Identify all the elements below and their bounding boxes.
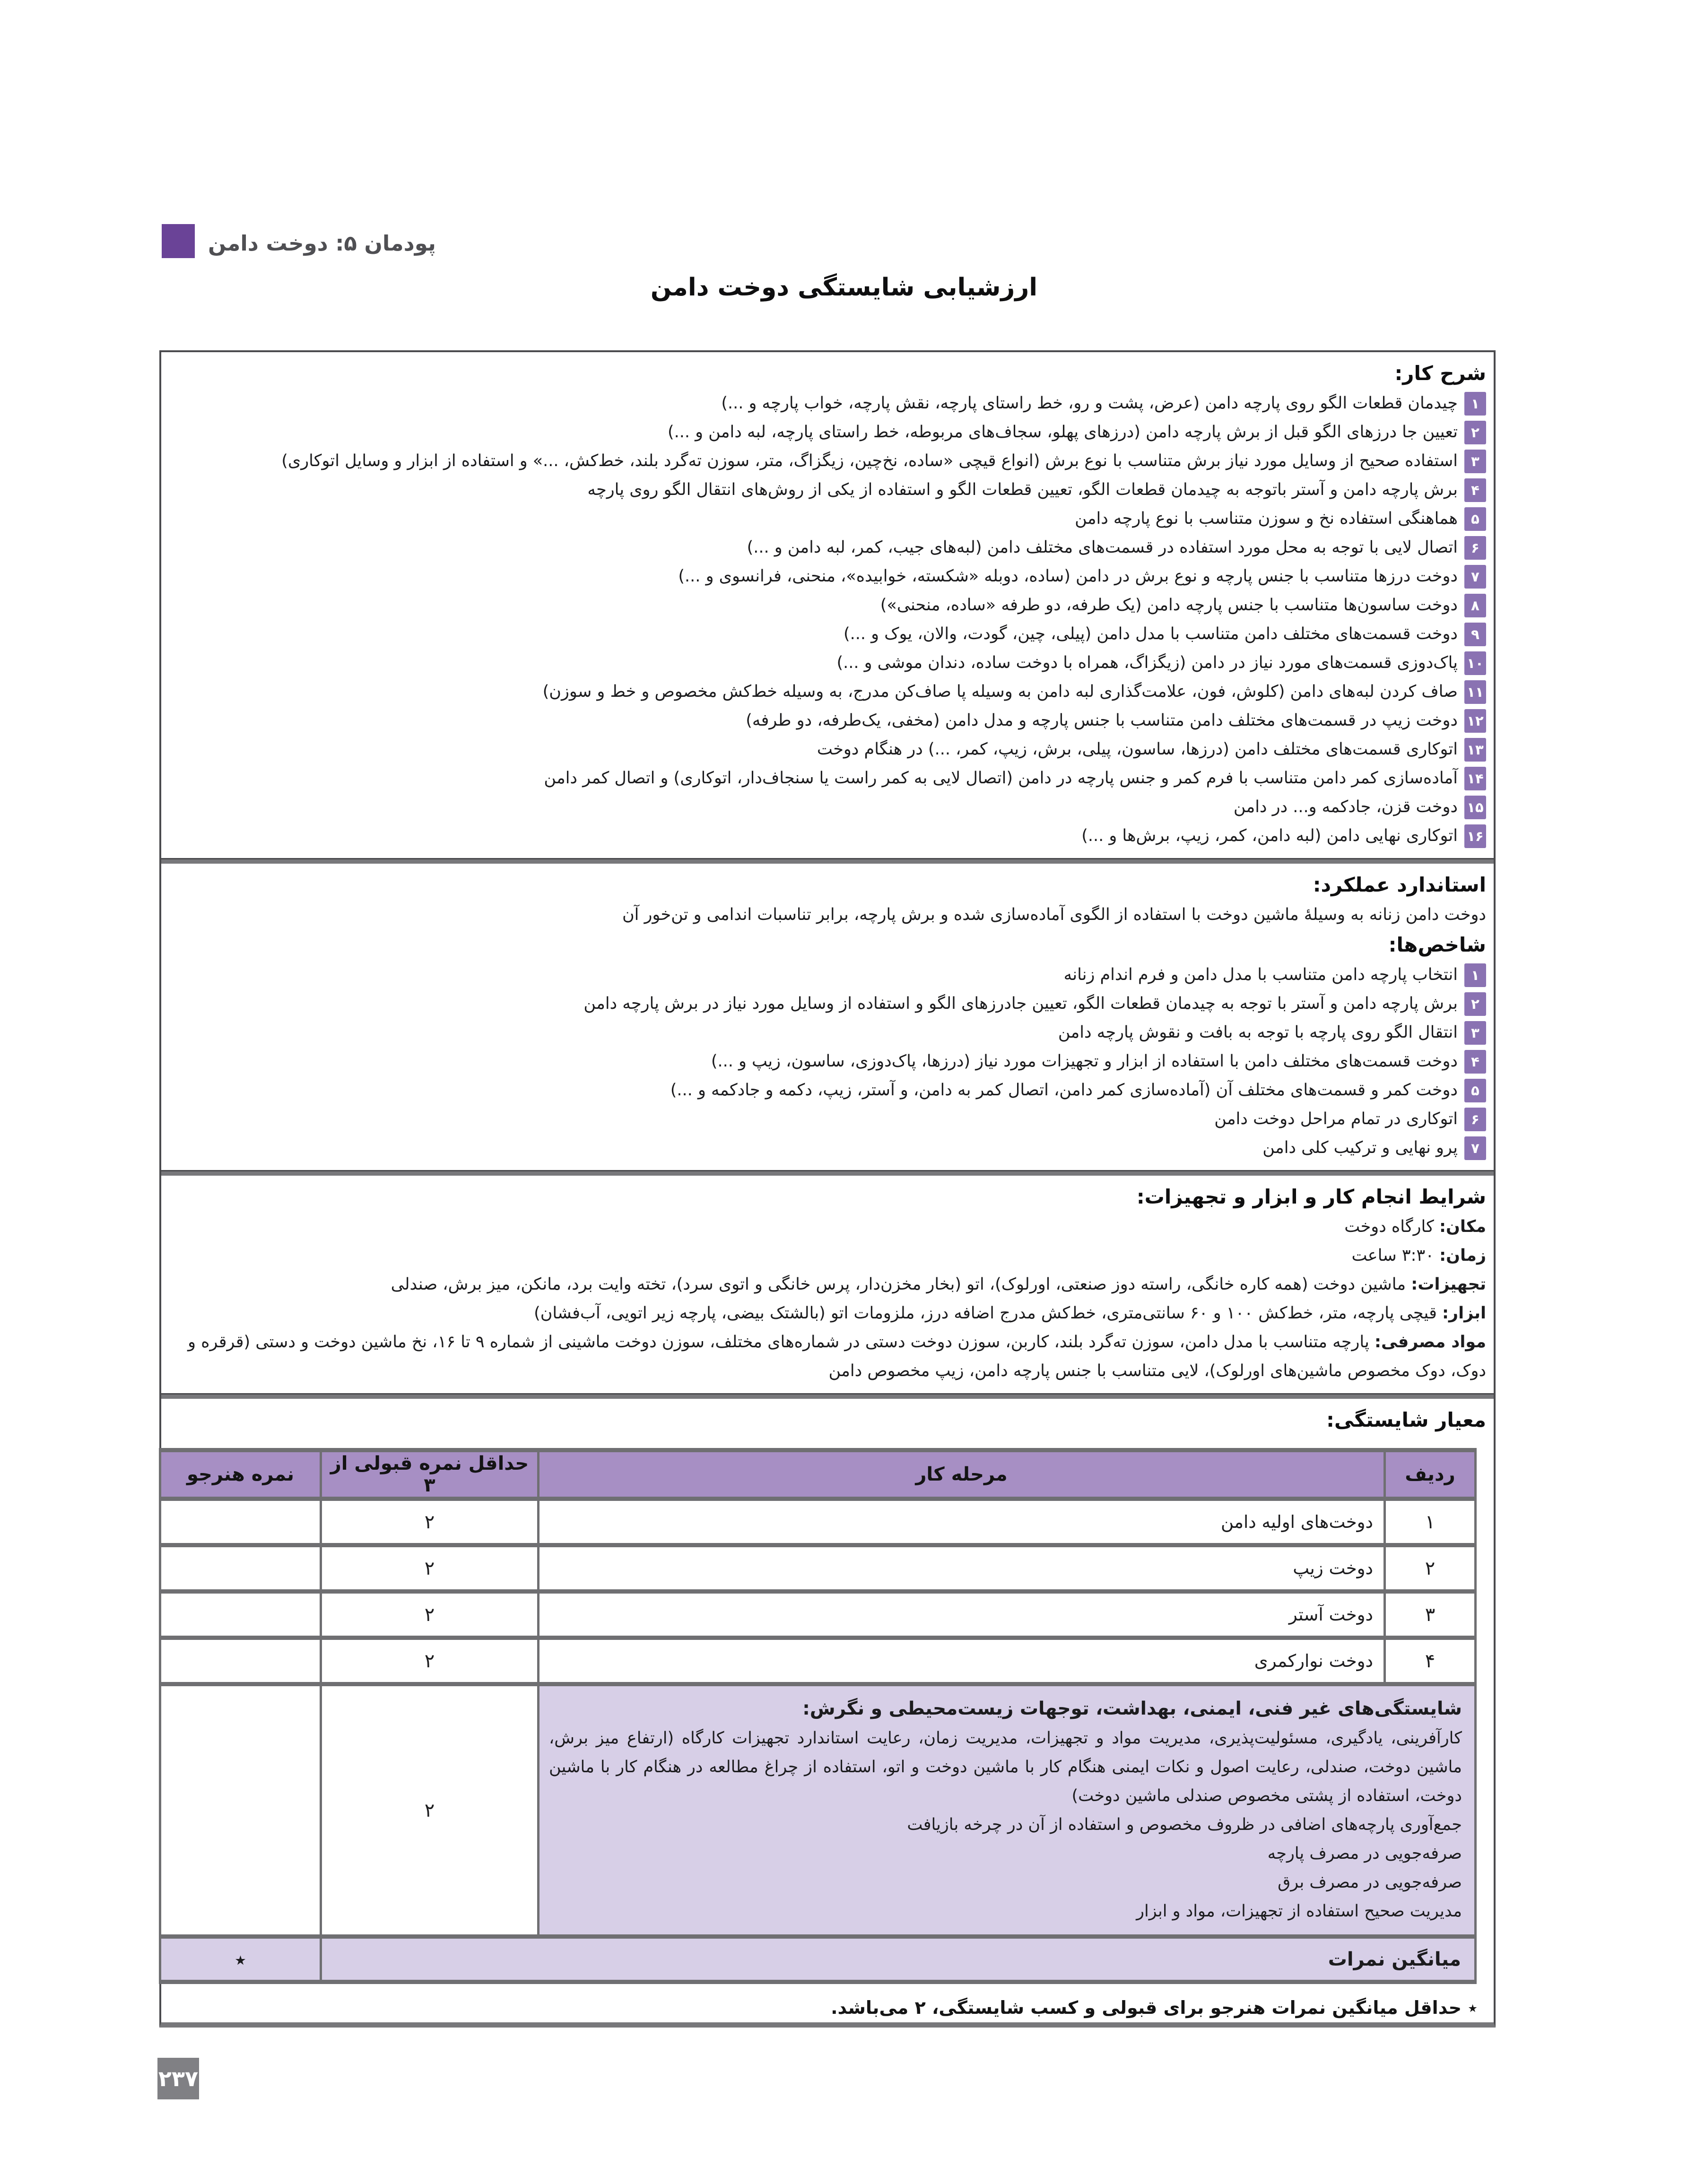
item-number-badge: ۱ xyxy=(1464,963,1486,987)
nontech-line: صرفه‌جویی در مصرف برق xyxy=(1278,1873,1462,1892)
work-item-text: دوخت درزها متناسب با جنس پارچه و نوع برش در دامن (ساده، دوبله «شکسته، خوابیده»، منحنی، فرانسوی و ...) xyxy=(678,567,1458,586)
page-number-badge xyxy=(157,2058,199,2099)
item-number-badge: ۷ xyxy=(1464,565,1486,589)
criteria-table xyxy=(159,1448,1477,1984)
item-number-badge: ۴ xyxy=(1464,478,1486,502)
item-number-badge: ۶ xyxy=(1464,536,1486,560)
nontech-line: مدیریت صحیح استفاده از تجهیزات، مواد و ابزار xyxy=(1136,1902,1462,1921)
work-item xyxy=(173,764,1486,793)
table-row xyxy=(160,1499,1476,1545)
stage-name: دوخت‌های اولیه دامن xyxy=(539,1499,1385,1545)
nontech-line: جمع‌آوری پارچه‌های اضافی در ظروف مخصوص و استفاده از آن در چرخه بازیافت xyxy=(907,1815,1462,1834)
student-score-cell xyxy=(160,1592,321,1638)
average-label: میانگین نمرات xyxy=(321,1937,1476,1982)
condition-label: زمان: xyxy=(1439,1246,1486,1265)
indicator-item-text: دوخت کمر و قسمت‌های مختلف آن (آماده‌سازی کمر دامن، اتصال کمر به دامن، و آستر، زیپ، دکمه و جادکمه و ...) xyxy=(670,1081,1458,1100)
indicators-heading: شاخص‌ها: xyxy=(1388,933,1486,956)
student-score-cell xyxy=(160,1684,321,1937)
min-score: ۲ xyxy=(321,1545,539,1592)
work-item xyxy=(173,620,1486,649)
condition-place xyxy=(173,1213,1486,1241)
work-item xyxy=(173,389,1486,418)
work-item-text: پاک‌دوزی قسمت‌های مورد نیاز در دامن (زیگزاگ، همراه با دوخت ساده، دندان موشی و ...) xyxy=(836,653,1458,672)
footnote: ٭ حداقل میانگین نمرات هنرجو برای قبولی و کسب شایستگی، ۲ می‌باشد. xyxy=(831,1997,1478,2018)
condition-equipment xyxy=(173,1270,1486,1299)
work-item xyxy=(173,418,1486,447)
item-number-badge: ۶ xyxy=(1464,1108,1486,1131)
condition-time xyxy=(173,1241,1486,1270)
section-divider xyxy=(161,1170,1494,1176)
indicator-item xyxy=(173,1134,1486,1162)
indicator-item xyxy=(173,989,1486,1018)
criteria-section xyxy=(161,1399,1494,2026)
table-header-row xyxy=(160,1450,1476,1499)
module-label: پودمان ۵: دوخت دامن xyxy=(208,231,436,256)
item-number-badge: ۱۲ xyxy=(1464,709,1486,733)
section-divider xyxy=(161,858,1494,864)
condition-value: ماشین دوخت (همه کاره خانگی، راسته دوز صنعتی، اورلوک)، اتو (بخار مخزن‌دار، پرس خانگی و اتوی سرد)، تخته وایت برد، مانکن، میز برش، صندلی xyxy=(391,1275,1406,1294)
nontech-line: صرفه‌جویی در مصرف پارچه xyxy=(1267,1844,1462,1863)
page-title: ارزشیابی شایستگی دوخت دامن xyxy=(650,273,1038,302)
condition-value: پارچه متناسب با مدل دامن، سوزن ته‌گرد بلند، کاربن، سوزن دوخت دستی در شماره‌های مختلف، سوزن دوخت ماشینی از شماره ۹ تا ۱۶، نخ ماشین دوخت و دستی (قرقره و دوک، دوک مخصوص ماشین‌های اورلوک)، لایی متناسب با جنس پارچه دامن، زیپ مخصوص دامن xyxy=(188,1333,1486,1380)
indicator-item-text: انتخاب پارچه دامن متناسب با مدل دامن و فرم اندام زنانه xyxy=(1063,965,1458,984)
min-score: ۲ xyxy=(321,1592,539,1638)
condition-value: کارگاه دوخت xyxy=(1344,1217,1434,1236)
work-item-text: اتوکاری قسمت‌های مختلف دامن (درزها، ساسون، پیلی، برش، زیپ، کمر، ...) در هنگام دوخت xyxy=(817,740,1458,759)
condition-value: قیچی پارچه، متر، خط‌کش ۱۰۰ و ۶۰ سانتی‌متری، خط‌کش مدرج اضافه درز، ملزومات اتو (بالشتک بیضی، پارچه زیر اتویی، آب‌فشان) xyxy=(534,1304,1437,1323)
item-number-badge: ۸ xyxy=(1464,594,1486,617)
indicator-item-text: انتقال الگو روی پارچه با توجه به بافت و نقوش پارچه دامن xyxy=(1058,1023,1458,1042)
work-item xyxy=(173,677,1486,706)
column-header-min-score: حداقل نمره قبولی از ۳ xyxy=(321,1450,539,1499)
item-number-badge: ۲ xyxy=(1464,421,1486,444)
work-item xyxy=(173,649,1486,677)
column-header-row-no: ردیف xyxy=(1385,1450,1476,1499)
work-item-text: دوخت زیپ در قسمت‌های مختلف دامن متناسب با جنس پارچه و مدل دامن (مخفی، یک‌طرفه، دو طرفه) xyxy=(746,711,1458,730)
condition-label: مکان: xyxy=(1439,1217,1486,1236)
item-number-badge: ۱۴ xyxy=(1464,767,1486,790)
work-item-text: دوخت ساسون‌ها متناسب با جنس پارچه دامن (یک طرفه، دو طرفه «ساده، منحنی») xyxy=(880,596,1458,615)
nontech-row xyxy=(160,1684,1476,1937)
indicator-item-text: پرو نهایی و ترکیب کلی دامن xyxy=(1262,1138,1458,1157)
nontech-paragraph: کارآفرینی، یادگیری، مسئولیت‌پذیری، مدیریت مواد و تجهیزات، مدیریت زمان، رعایت استاندارد تجهیزات کارگاه (ارتفاع میز برش، ماشین دوخت، صندلی، رعایت اصول و نکات ایمنی هنگام کار با ماشین دوخت و اتو، استفاده از چراغ مطالعه در هنگام کار با ماشین دوخت، استفاده از پشتی مخصوص صندلی ماشین دوخت) xyxy=(549,1729,1462,1805)
work-item xyxy=(173,591,1486,620)
table-row xyxy=(160,1592,1476,1638)
work-item xyxy=(173,533,1486,562)
criteria-heading: معیار شایستگی: xyxy=(1326,1408,1486,1431)
item-number-badge: ۱۳ xyxy=(1464,738,1486,762)
condition-consumables xyxy=(173,1328,1486,1386)
min-score: ۲ xyxy=(321,1638,539,1684)
performance-standard-text: دوخت دامن زنانه به وسیلهٔ ماشین دوخت با استفاده از الگوی آماده‌سازی شده و برش پارچه، برابر تناسبات اندامی و تن‌خور آن xyxy=(622,905,1486,924)
work-item-text: آماده‌سازی کمر دامن متناسب با فرم کمر و جنس پارچه در دامن (اتصال لایی به کمر راست یا سنجاف‌دار، اتوکاری) و اتصال کمر دامن xyxy=(544,769,1458,788)
row-number: ۴ xyxy=(1385,1638,1476,1684)
work-description-section xyxy=(161,352,1494,858)
conditions-heading: شرایط انجام کار و ابزار و تجهیزات: xyxy=(1136,1185,1486,1208)
work-item-text: هماهنگی استفاده نخ و سوزن متناسب با نوع پارچه دامن xyxy=(1075,509,1458,528)
work-item-text: اتوکاری نهایی دامن (لبه دامن، کمر، زیپ، برش‌ها و ...) xyxy=(1081,826,1458,845)
table-row xyxy=(160,1638,1476,1684)
student-score-cell xyxy=(160,1638,321,1684)
nontech-competencies-cell xyxy=(539,1684,1476,1937)
work-item xyxy=(173,706,1486,735)
average-score-cell: ٭ xyxy=(160,1937,321,1982)
table-row xyxy=(160,1545,1476,1592)
item-number-badge: ۱ xyxy=(1464,392,1486,416)
item-number-badge: ۳ xyxy=(1464,450,1486,473)
page-number: ۲۳۷ xyxy=(158,2066,199,2091)
average-row xyxy=(160,1937,1476,1982)
work-item xyxy=(173,735,1486,764)
indicator-item-text: برش پارچه دامن و آستر با توجه به چیدمان قطعات الگو، تعیین جادرزهای الگو و استفاده از وسایل مورد نیاز در برش پارچه دامن xyxy=(583,994,1458,1013)
item-number-badge: ۱۶ xyxy=(1464,824,1486,848)
condition-label: مواد مصرفی: xyxy=(1374,1333,1486,1352)
condition-label: تجهیزات: xyxy=(1411,1275,1486,1294)
stage-name: دوخت زیپ xyxy=(539,1545,1385,1592)
work-item xyxy=(173,447,1486,476)
indicator-item xyxy=(173,1047,1486,1076)
section-divider xyxy=(161,1393,1494,1399)
column-header-stage: مرحله کار xyxy=(539,1450,1385,1499)
item-number-badge: ۵ xyxy=(1464,1079,1486,1102)
indicator-item-text: دوخت قسمت‌های مختلف دامن با استفاده از ابزار و تجهیزات مورد نیاز (درزها، پاک‌دوزی، ساسون، زیپ و ...) xyxy=(711,1052,1458,1071)
work-item xyxy=(173,822,1486,850)
indicator-item xyxy=(173,1018,1486,1047)
student-score-cell xyxy=(160,1499,321,1545)
indicator-item xyxy=(173,1105,1486,1134)
work-item-text: دوخت قسمت‌های مختلف دامن متناسب با مدل دامن (پیلی، چین، گودت، والان، یوک و ...) xyxy=(843,624,1458,643)
condition-label: ابزار: xyxy=(1442,1304,1486,1323)
evaluation-box xyxy=(159,350,1496,2028)
item-number-badge: ۹ xyxy=(1464,623,1486,646)
work-item-text: چیدمان قطعات الگو روی پارچه دامن (عرض، پشت و رو، خط راستای پارچه، نقش پارچه، خواب پارچه و ...) xyxy=(721,394,1458,413)
item-number-badge: ۱۰ xyxy=(1464,651,1486,675)
row-number: ۲ xyxy=(1385,1545,1476,1592)
work-item xyxy=(173,476,1486,504)
row-number: ۱ xyxy=(1385,1499,1476,1545)
stage-name: دوخت آستر xyxy=(539,1592,1385,1638)
condition-tools xyxy=(173,1299,1486,1328)
indicator-item xyxy=(173,1076,1486,1105)
row-number: ۳ xyxy=(1385,1592,1476,1638)
item-number-badge: ۵ xyxy=(1464,507,1486,531)
module-accent-square xyxy=(162,224,195,258)
item-number-badge: ۳ xyxy=(1464,1021,1486,1045)
conditions-section xyxy=(161,1176,1494,1393)
work-item-text: صاف کردن لبه‌های دامن (کلوش، فون، علامت‌گذاری لبه دامن به وسیله پا صاف‌کن مدرج، به وسیله خط‌کش مخصوص و خط و سوزن) xyxy=(542,682,1458,701)
condition-value: ۳:۳۰ ساعت xyxy=(1351,1246,1435,1265)
work-item xyxy=(173,504,1486,533)
item-number-badge: ۱۱ xyxy=(1464,680,1486,704)
item-number-badge: ۴ xyxy=(1464,1050,1486,1074)
nontech-heading: شایستگی‌های غیر فنی، ایمنی، بهداشت، توجهات زیست‌محیطی و نگرش: xyxy=(802,1698,1462,1719)
stage-name: دوخت نوارکمری xyxy=(539,1638,1385,1684)
work-item-text: تعیین جا درزهای الگو قبل از برش پارچه دامن (درزهای پهلو، سجاف‌های مربوطه، خط راستای پارچه، لبه دامن و ...) xyxy=(667,423,1458,442)
work-item-text: استفاده صحیح از وسایل مورد نیاز برش متناسب با نوع برش (انواع قیچی «ساده، نخ‌چین، زیگزاگ، متر، سوزن ته‌گرد بلند، خط‌کش، ...» و استفاده از ابزار و وسایل اتوکاری) xyxy=(281,451,1458,470)
item-number-badge: ۲ xyxy=(1464,992,1486,1016)
indicator-item xyxy=(173,961,1486,989)
work-item-text: برش پارچه دامن و آستر باتوجه به چیدمان قطعات الگو، تعیین قطعات الگو و استفاده از یکی از روش‌های انتقال الگو روی پارچه xyxy=(587,480,1458,499)
work-item-text: اتصال لایی با توجه به محل مورد استفاده در قسمت‌های مختلف دامن (لبه‌های جیب، کمر، لبه دامن و ...) xyxy=(747,538,1458,557)
work-item-text: دوخت قزن، جادکمه و... در دامن xyxy=(1233,797,1458,816)
item-number-badge: ۷ xyxy=(1464,1136,1486,1160)
column-header-student-score: نمره هنرجو xyxy=(160,1450,321,1499)
min-score: ۲ xyxy=(321,1499,539,1545)
work-description-heading: شرح کار: xyxy=(1394,362,1486,385)
performance-standard-section xyxy=(161,864,1494,1170)
student-score-cell xyxy=(160,1545,321,1592)
item-number-badge: ۱۵ xyxy=(1464,796,1486,819)
work-item xyxy=(173,562,1486,591)
work-item xyxy=(173,793,1486,822)
indicator-item-text: اتوکاری در تمام مراحل دوخت دامن xyxy=(1214,1109,1458,1128)
performance-standard-heading: استاندارد عملکرد: xyxy=(1313,873,1486,896)
nontech-min-score: ۲ xyxy=(321,1684,539,1937)
